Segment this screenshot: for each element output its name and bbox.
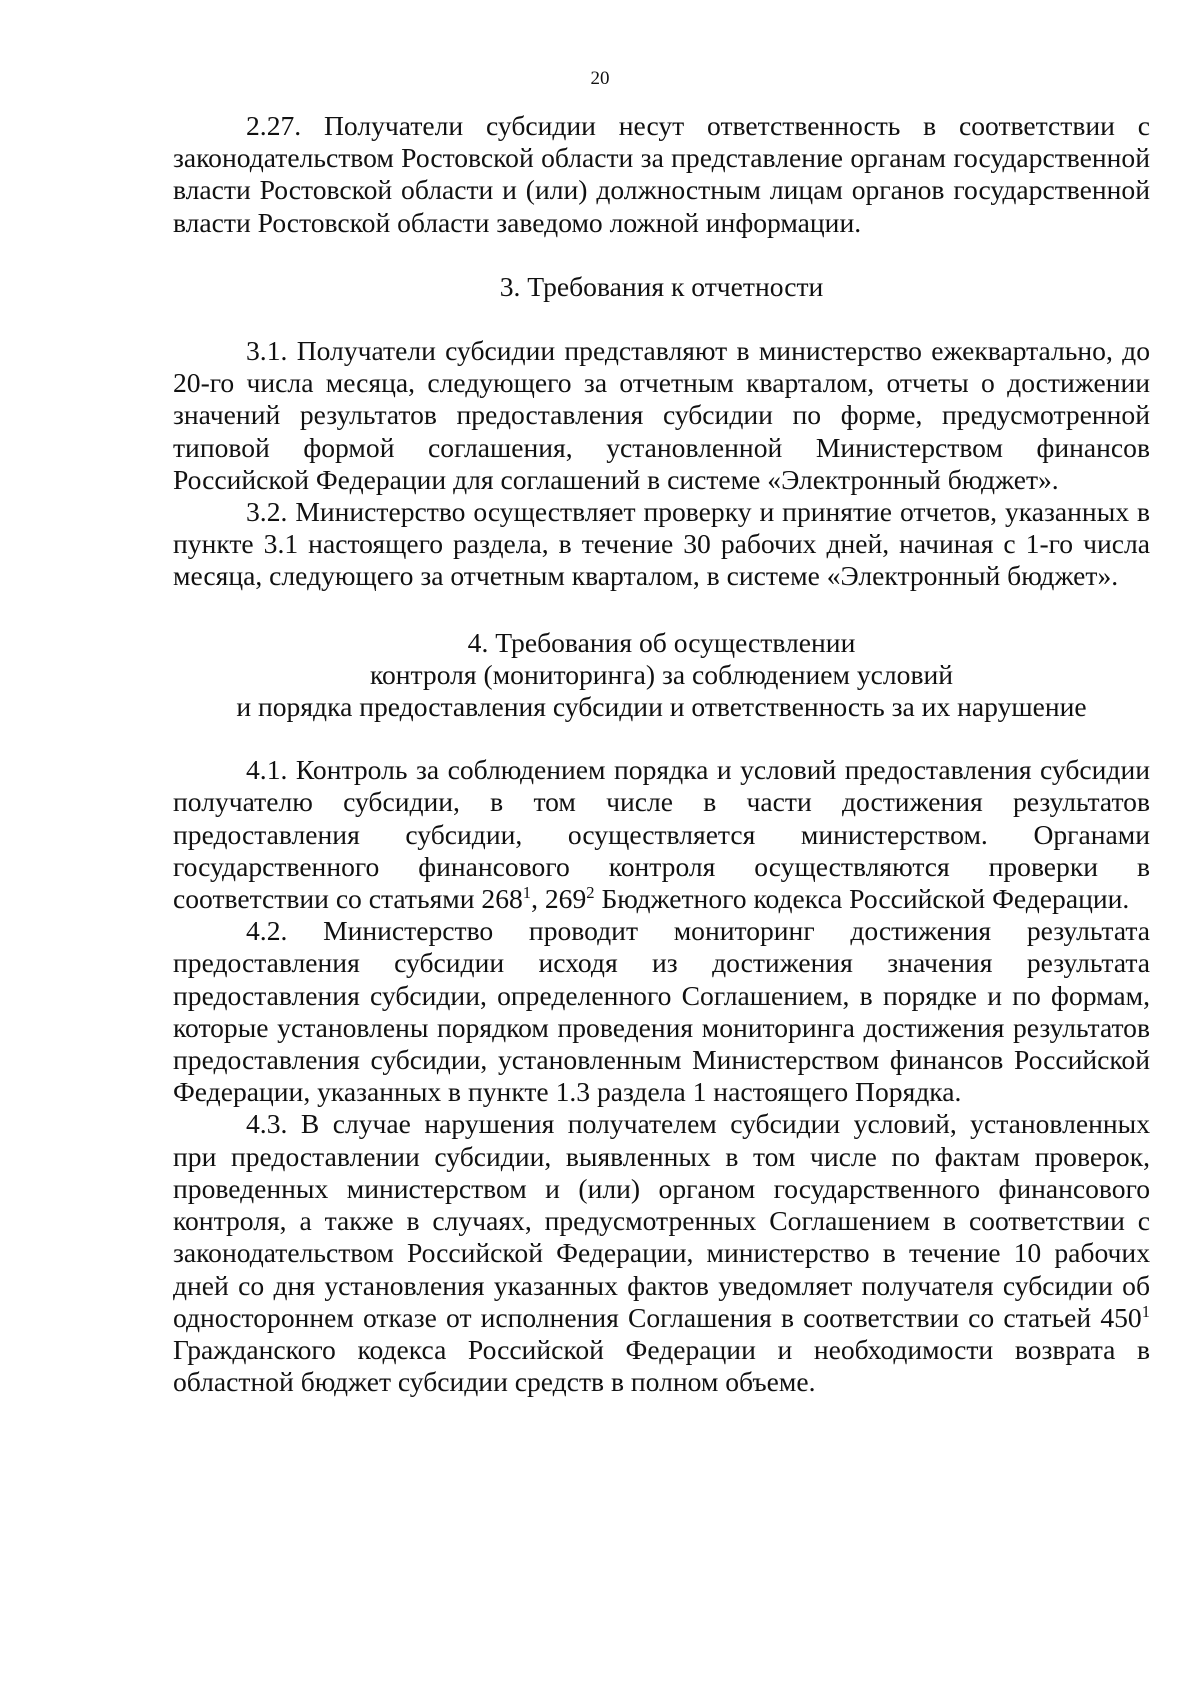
section-heading-4-line2: контроля (мониторинга) за соблюдением условий [369,658,954,690]
paragraph-4-1 [173,754,1150,915]
footnote-superscript: 1 [522,882,532,902]
footnote-superscript: 2 [586,882,595,902]
paragraph-4-1-text-3: Бюджетного кодекса Российской Федерации. [594,883,1130,915]
paragraph-2-27: 2.27. Получатели субсидии несут ответственность в соответствии с законодательством Ростовской области за представление органам государственной власти Ростовской области и (или) должностным лицам органов государственной власти Ростовской области заведомо ложной информации. [173,110,1150,238]
paragraph-4-3-text-1: 4.3. В случае нарушения получателем субсидии условий, установленных при предоставлении субсидии, выявленных в том числе по фактам проверок, проведенных министерством и (или) органом государственного финансового контроля, а также в случаях, предусмотренных Соглашением в соответствии с законодательством Российской Федерации, министерство в течение 10 рабочих дней со дня установления указанных фактов уведомляет получателя субсидии об одностороннем отказе от исполнения Соглашения в соответствии со статьей 450 [173,1108,1150,1333]
paragraph-3-1: 3.1. Получатели субсидии представляют в министерство ежеквартально, до 20-го числа месяца, следующего за отчетным кварталом, отчеты о достижении значений результатов предоставления субсидии по форме, предусмотренной типовой формой соглашения, установленной Министерством финансов Российской Федерации для соглашений в системе «Электронный бюджет». [173,335,1150,495]
section-heading-3: 3. Требования к отчетности [499,270,824,302]
paragraph-4-1-text-1: 4.1. Контроль за соблюдением порядка и условий предоставления субсидии получателю субсидии, в том числе в части достижения результатов предоставления субсидии, осуществляется министерством. Органами государственного финансового контроля осуществляются проверки в соответствии со статьями 268 [173,754,1150,915]
page-number: 20 [590,68,610,89]
section-heading-4-line1: 4. Требования об осуществлении [467,626,856,658]
paragraph-4-3-text-2: Гражданского кодекса Российской Федерации и необходимости возврата в областной бюджет субсидии средств в полном объеме. [173,1333,1150,1398]
section-heading-4 [173,627,1150,724]
paragraph-4-2: 4.2. Министерство проводит мониторинг достижения результата предоставления субсидии исходя из достижения значения результата предоставления субсидии, определенного Соглашением, в порядке и по формам, которые установлены порядком проведения мониторинга достижения результатов предоставления субсидии, установленным Министерством финансов Российской Федерации, указанных в пункте 1.3 раздела 1 настоящего Порядка. [173,915,1150,1108]
document-body [173,110,1150,1398]
paragraph-3-2: 3.2. Министерство осуществляет проверку и принятие отчетов, указанных в пункте 3.1 настоящего раздела, в течение 30 рабочих дней, начиная с 1-го числа месяца, следующего за отчетным кварталом, в системе «Электронный бюджет». [173,496,1150,592]
section-heading-4-line3: и порядка предоставления субсидии и ответственность за их нарушение [236,691,1087,723]
paragraph-4-3 [173,1108,1150,1398]
paragraph-4-1-text-2: , 269 [531,883,587,915]
footnote-superscript: 1 [1141,1301,1150,1321]
